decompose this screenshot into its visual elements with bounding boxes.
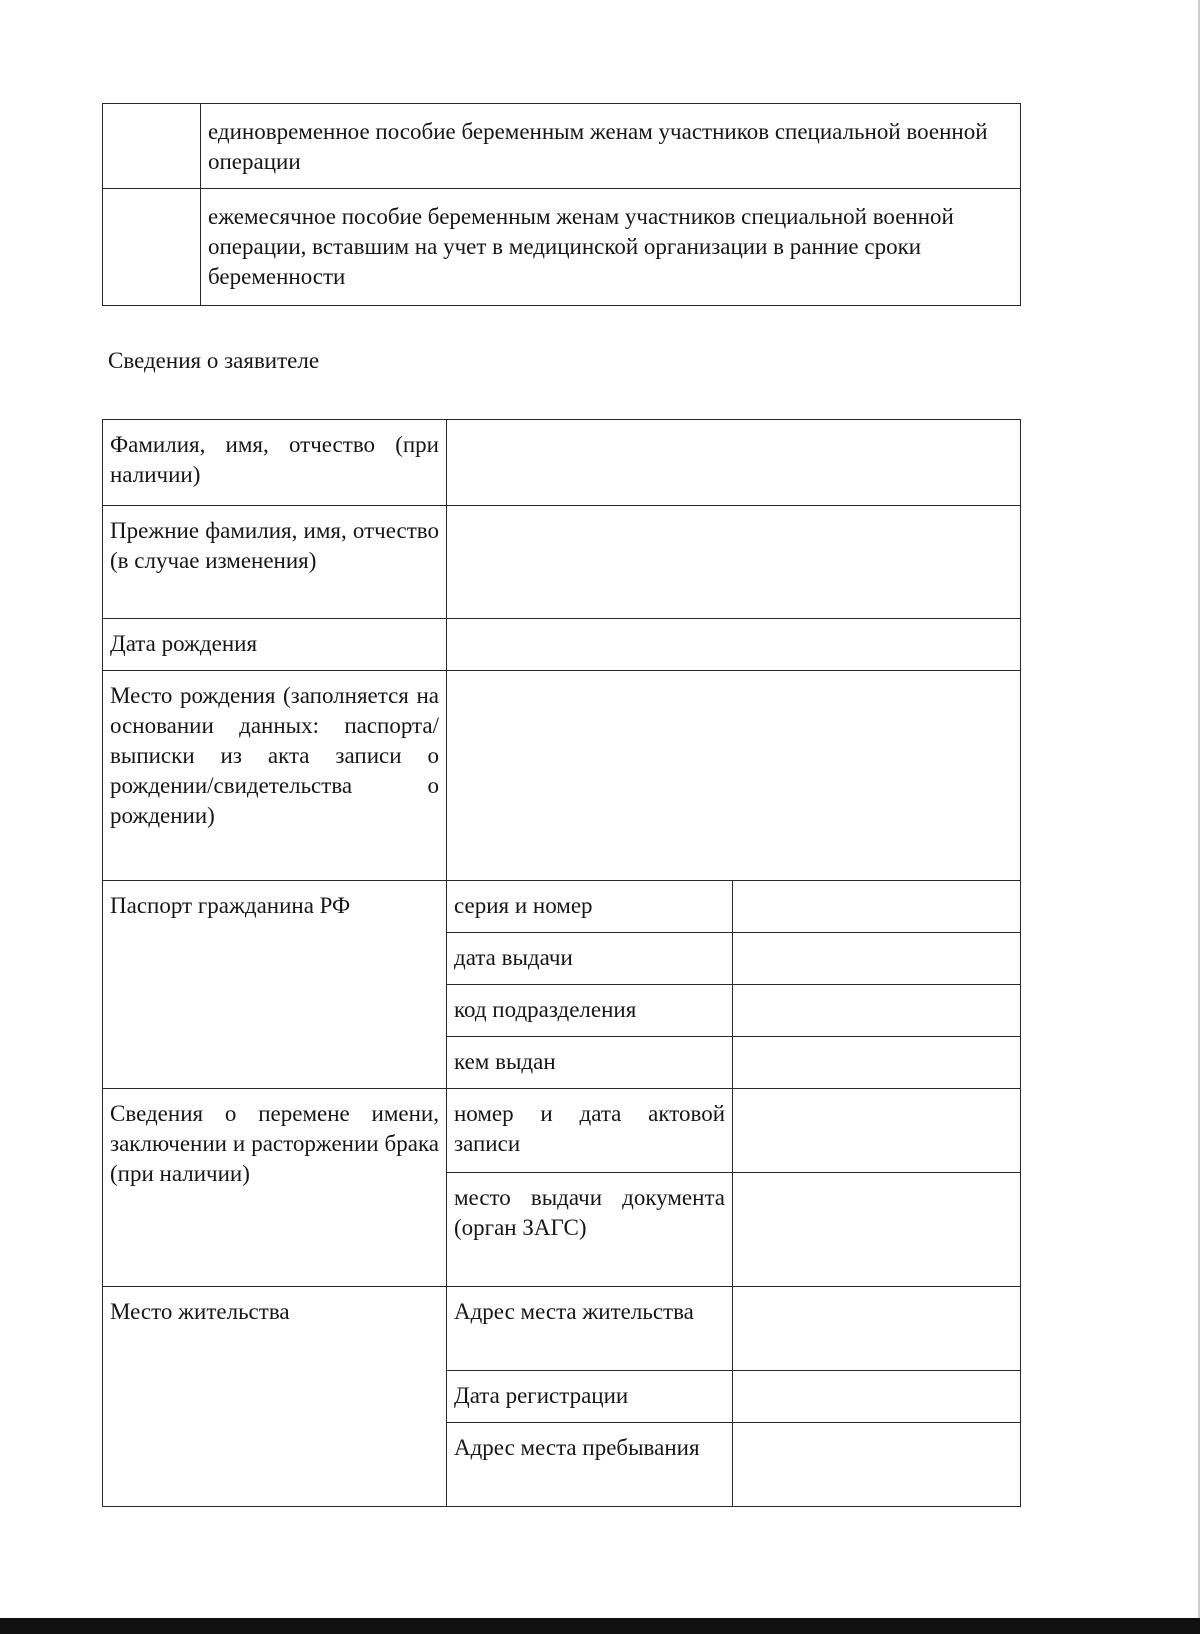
registration-date-label: Дата регистрации: [447, 1371, 733, 1423]
applicant-info-table: [102, 419, 1021, 1507]
table-row: [103, 506, 1021, 619]
benefit-label-lump-sum: единовременное пособие беременным женам участников специальной военной операции: [201, 104, 1021, 189]
passport-issued-by-label: кем выдан: [447, 1037, 733, 1089]
passport-issue-date-label: дата выдачи: [447, 933, 733, 985]
passport-series-number-field[interactable]: [733, 881, 1021, 933]
passport-series-number-label: серия и номер: [447, 881, 733, 933]
table-row: [103, 671, 1021, 881]
benefit-row-monthly: [103, 189, 1021, 306]
issue-place-label: место выдачи документа (орган ЗАГС): [447, 1173, 733, 1287]
section-title: Сведения о заявителе: [108, 348, 320, 373]
record-number-date-label: номер и дата актовой записи: [447, 1089, 733, 1173]
benefit-checkbox-cell[interactable]: [103, 104, 201, 189]
full-name-field[interactable]: [447, 420, 1021, 506]
record-number-date-field[interactable]: [733, 1089, 1021, 1173]
stay-address-label: Адрес места пребывания: [447, 1423, 733, 1507]
table-row: [103, 1089, 1021, 1173]
benefits-table: [102, 103, 1021, 306]
issue-place-field[interactable]: [733, 1173, 1021, 1287]
passport-division-code-label: код подразделения: [447, 985, 733, 1037]
scan-bottom-border: [0, 1618, 1200, 1634]
table-row: [103, 420, 1021, 506]
previous-name-field[interactable]: [447, 506, 1021, 619]
birth-date-field[interactable]: [447, 619, 1021, 671]
birth-place-field[interactable]: [447, 671, 1021, 881]
benefit-checkbox-cell[interactable]: [103, 189, 201, 306]
residence-label: Место жительства: [103, 1287, 447, 1507]
registration-date-field[interactable]: [733, 1371, 1021, 1423]
benefit-row-lump-sum: [103, 104, 1021, 189]
benefit-label-monthly: ежемесячное пособие беременным женам участников специальной военной операции, вставшим на учет в медицинской организации в ранние сроки беременности: [201, 189, 1021, 306]
residence-address-field[interactable]: [733, 1287, 1021, 1371]
passport-issue-date-field[interactable]: [733, 933, 1021, 985]
full-name-label: Фамилия, имя, отчество (при наличии): [103, 420, 447, 506]
passport-label: Паспорт гражданина РФ: [103, 881, 447, 1089]
name-change-label: Сведения о перемене имени, заключении и расторжении брака (при наличии): [103, 1089, 447, 1287]
stay-address-field[interactable]: [733, 1423, 1021, 1507]
birth-date-label: Дата рождения: [103, 619, 447, 671]
table-row: [103, 881, 1021, 933]
table-row: [103, 1287, 1021, 1371]
passport-issued-by-field[interactable]: [733, 1037, 1021, 1089]
residence-address-label: Адрес места жительства: [447, 1287, 733, 1371]
passport-division-code-field[interactable]: [733, 985, 1021, 1037]
table-row: [103, 619, 1021, 671]
birth-place-label: Место рождения (заполняется на основании данных: паспорта/выписки из акта записи о рождении/свидетельства о рождении): [103, 671, 447, 881]
previous-name-label: Прежние фамилия, имя, отчество (в случае изменения): [103, 506, 447, 619]
